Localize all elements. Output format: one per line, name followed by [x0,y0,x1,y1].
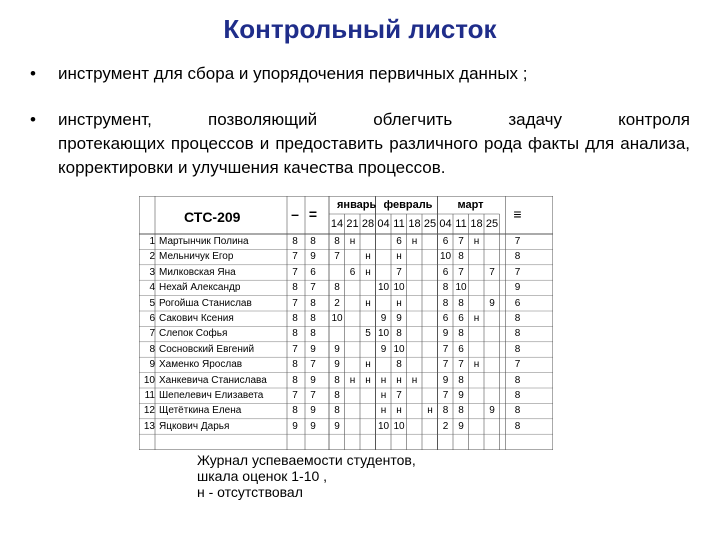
row-number: 6 [149,313,155,324]
row-number: 2 [149,251,155,263]
grade-cell: 9 [310,405,316,417]
row-number: 13 [143,420,155,432]
date-label: 11 [393,218,405,230]
grade-cell: н [365,266,371,278]
grade-cell: 9 [442,374,449,386]
grade-cell: 10 [393,343,405,355]
grade-cell: 9 [310,420,316,432]
bullet-text: инструмент для сбора и упорядочения первичных данных ; [58,64,528,83]
date-label: 04 [377,218,390,230]
grade-cell: 8 [292,236,298,247]
grade-cell: 9 [292,420,298,432]
grade-cell: 9 [334,343,340,355]
grade-cell: 9 [310,251,316,263]
row-number: 5 [149,297,155,309]
row-number: 7 [149,328,155,340]
grade-cell: 6 [458,343,464,355]
final-grade-cell: 7 [514,359,521,371]
bullet-text-rest: протекающих процессов и предоставить различного рода факты для анализа, корректировки и улучшения качества процессов. [58,134,690,177]
grade-cell: 8 [442,297,449,309]
grade-cell: 9 [380,343,387,355]
grade-cell: 8 [396,359,402,371]
grade-cell: 9 [458,420,464,432]
student-name: Сосновский Евгений [159,343,255,355]
grade-cell: 8 [310,313,316,324]
student-name: Мельничук Егор [159,251,234,263]
column-symbol: = [308,206,318,222]
table-row [139,344,553,359]
grade-cell: 7 [396,266,402,278]
grade-cell: 8 [292,405,298,417]
grade-cell: 7 [292,297,298,309]
grade-cell: 9 [442,328,449,340]
grade-cell: 7 [292,343,298,355]
grade-cell: 8 [334,405,340,417]
check-sheet-table [139,196,553,450]
grade-cell: 2 [442,420,449,432]
grade-cell: 9 [380,313,387,324]
grade-cell: н [473,313,480,324]
final-grade-cell: 8 [514,251,521,263]
date-label: 18 [408,218,421,230]
date-label: 28 [361,218,375,230]
grade-cell: 8 [458,374,464,386]
date-label: 25 [485,218,499,230]
grade-cell: 10 [377,282,390,294]
student-name: Мартынчик Полина [159,236,249,247]
grade-cell: 10 [331,313,343,324]
grade-cell: н [380,390,387,401]
bullet-text-line1: инструмент, позволяющий облегчить задачу контроля [58,110,690,129]
grade-cell: н [396,374,402,386]
row-number: 10 [143,374,155,386]
date-label: 18 [470,218,483,230]
grade-cell: 7 [458,236,464,247]
grade-cell: 6 [442,266,449,278]
grade-cell: н [349,374,356,386]
month-label: февраль [383,199,433,211]
student-name: Шепелевич Елизавета [159,390,264,401]
table-row [139,375,553,390]
date-label: 04 [439,218,452,230]
grade-cell: н [365,359,371,371]
grade-cell: 8 [458,328,464,340]
grade-cell: 2 [334,297,340,309]
table-row [139,236,553,251]
row-number: 4 [149,282,155,294]
table-row [139,359,553,374]
slide-title: Контрольный листок [223,14,497,44]
grade-cell: н [473,359,480,371]
grade-cell: 9 [334,359,340,371]
grade-cell: 8 [334,236,340,247]
grade-cell: н [365,251,371,263]
grade-cell: 10 [377,420,390,432]
final-grade-cell: 8 [514,420,521,432]
table-row [139,267,553,282]
grade-cell: н [349,236,356,247]
date-label: 14 [330,218,344,230]
bullet-marker: • [30,110,36,129]
grade-cell: 9 [489,405,495,417]
student-name: Нехай Александр [159,282,241,294]
grade-cell: 6 [458,313,464,324]
table-row [139,313,553,328]
grade-cell: 7 [442,359,449,371]
bullet-marker: • [30,64,36,83]
grade-cell: 9 [489,297,495,309]
table-row [139,328,553,343]
student-name: Рогойша Станислав [159,297,252,309]
grade-cell: н [396,297,402,309]
grade-cell: 8 [458,251,464,263]
grade-cell: 8 [334,282,340,294]
grade-cell: 7 [292,266,298,278]
final-grade-cell: 8 [514,328,521,340]
grade-cell: 7 [310,359,316,371]
grade-cell: 8 [442,282,449,294]
final-grade-cell: 8 [514,313,521,324]
grade-cell: н [473,236,480,247]
grade-cell: 6 [442,236,449,247]
table-row [139,421,553,436]
final-grade-cell: 7 [514,266,521,278]
final-grade-cell: 8 [514,343,521,355]
grade-cell: 8 [310,328,316,340]
student-name: Ханкевича Станислава [159,374,267,386]
row-number: 12 [143,405,155,417]
grade-cell: 7 [458,359,464,371]
final-grade-cell: 8 [514,405,521,417]
grade-cell: 6 [396,236,402,247]
final-grade-cell: 9 [514,282,521,294]
grade-cell: 7 [334,251,340,263]
row-number: 9 [149,359,155,371]
table-row [139,298,553,313]
grade-cell: 8 [310,236,316,247]
grade-cell: 9 [310,343,316,355]
grade-cell: 10 [439,251,452,263]
grade-cell: 8 [292,282,298,294]
table-row [139,390,553,405]
grade-cell: 6 [349,266,356,278]
caption-line: н - отсутствовал [197,484,303,500]
group-code: СТС-209 [184,209,241,225]
table-row [139,251,553,266]
grade-cell: 7 [489,266,495,278]
bullet-text [58,108,690,180]
grade-cell: н [380,405,387,417]
grade-cell: 7 [458,266,464,278]
grade-cell: 9 [310,374,316,386]
date-label: 11 [455,218,467,230]
table-row [139,405,553,420]
grade-cell: н [380,374,387,386]
final-grade-cell: 6 [514,297,521,309]
grade-cell: 8 [292,359,298,371]
grade-cell: 10 [455,282,467,294]
grade-cell: н [427,405,433,417]
table-caption [197,452,416,500]
grade-cell: н [411,374,418,386]
student-name: Щетёткина Елена [159,405,242,417]
student-name: Яцкович Дарья [159,420,230,432]
row-number: 3 [149,266,155,278]
grade-cell: н [396,405,402,417]
final-grade-cell: 8 [514,374,521,386]
grade-cell: н [365,374,371,386]
grade-cell: 8 [292,313,298,324]
grade-cell: 8 [458,405,464,417]
grade-cell: 8 [292,328,298,340]
grade-cell: н [411,236,418,247]
grade-cell: 6 [442,313,449,324]
grade-cell: 7 [310,390,316,401]
grade-cell: 8 [396,328,402,340]
grade-cell: 8 [292,374,298,386]
grade-cell: н [365,297,371,309]
grade-cell: 8 [334,374,340,386]
grade-cell: 10 [393,420,405,432]
grade-cell: 6 [310,266,316,278]
grade-cell: 9 [396,313,402,324]
grade-cell: 8 [458,297,464,309]
row-number: 1 [149,236,155,247]
caption-line: шкала оценок 1-10 , [197,468,328,484]
grade-cell: 7 [396,390,402,401]
date-label: 25 [423,218,437,230]
month-label: январь [337,199,377,211]
row-number: 11 [144,390,155,401]
grade-cell: н [396,251,402,263]
grade-cell: 8 [442,405,449,417]
grade-cell: 7 [442,390,449,401]
grade-cell: 10 [377,328,390,340]
grade-cell: 8 [334,390,340,401]
grade-cell: 7 [442,343,449,355]
grade-cell: 7 [292,251,298,263]
grade-cell: 8 [310,297,316,309]
final-grade-cell: 7 [514,236,521,247]
grade-cell: 7 [310,282,316,294]
month-label: март [457,199,484,211]
grade-cell: 10 [393,282,405,294]
row-number: 8 [149,343,155,355]
student-name: Милковская Яна [159,266,236,278]
grade-cell: 7 [292,390,298,401]
student-name: Слепок Софья [159,328,228,340]
column-symbol: ≡ [513,206,522,222]
grade-cell: 9 [334,420,340,432]
grade-cell: 9 [458,390,464,401]
caption-line: Журнал успеваемости студентов, [197,452,416,468]
student-name: Хаменко Ярослав [159,359,243,371]
final-grade-cell: 8 [514,390,521,401]
table-row [139,282,553,297]
grade-cell: 5 [365,328,371,340]
student-name: Сакович Ксения [159,313,234,324]
date-label: 21 [346,218,359,230]
column-symbol: – [291,206,299,222]
